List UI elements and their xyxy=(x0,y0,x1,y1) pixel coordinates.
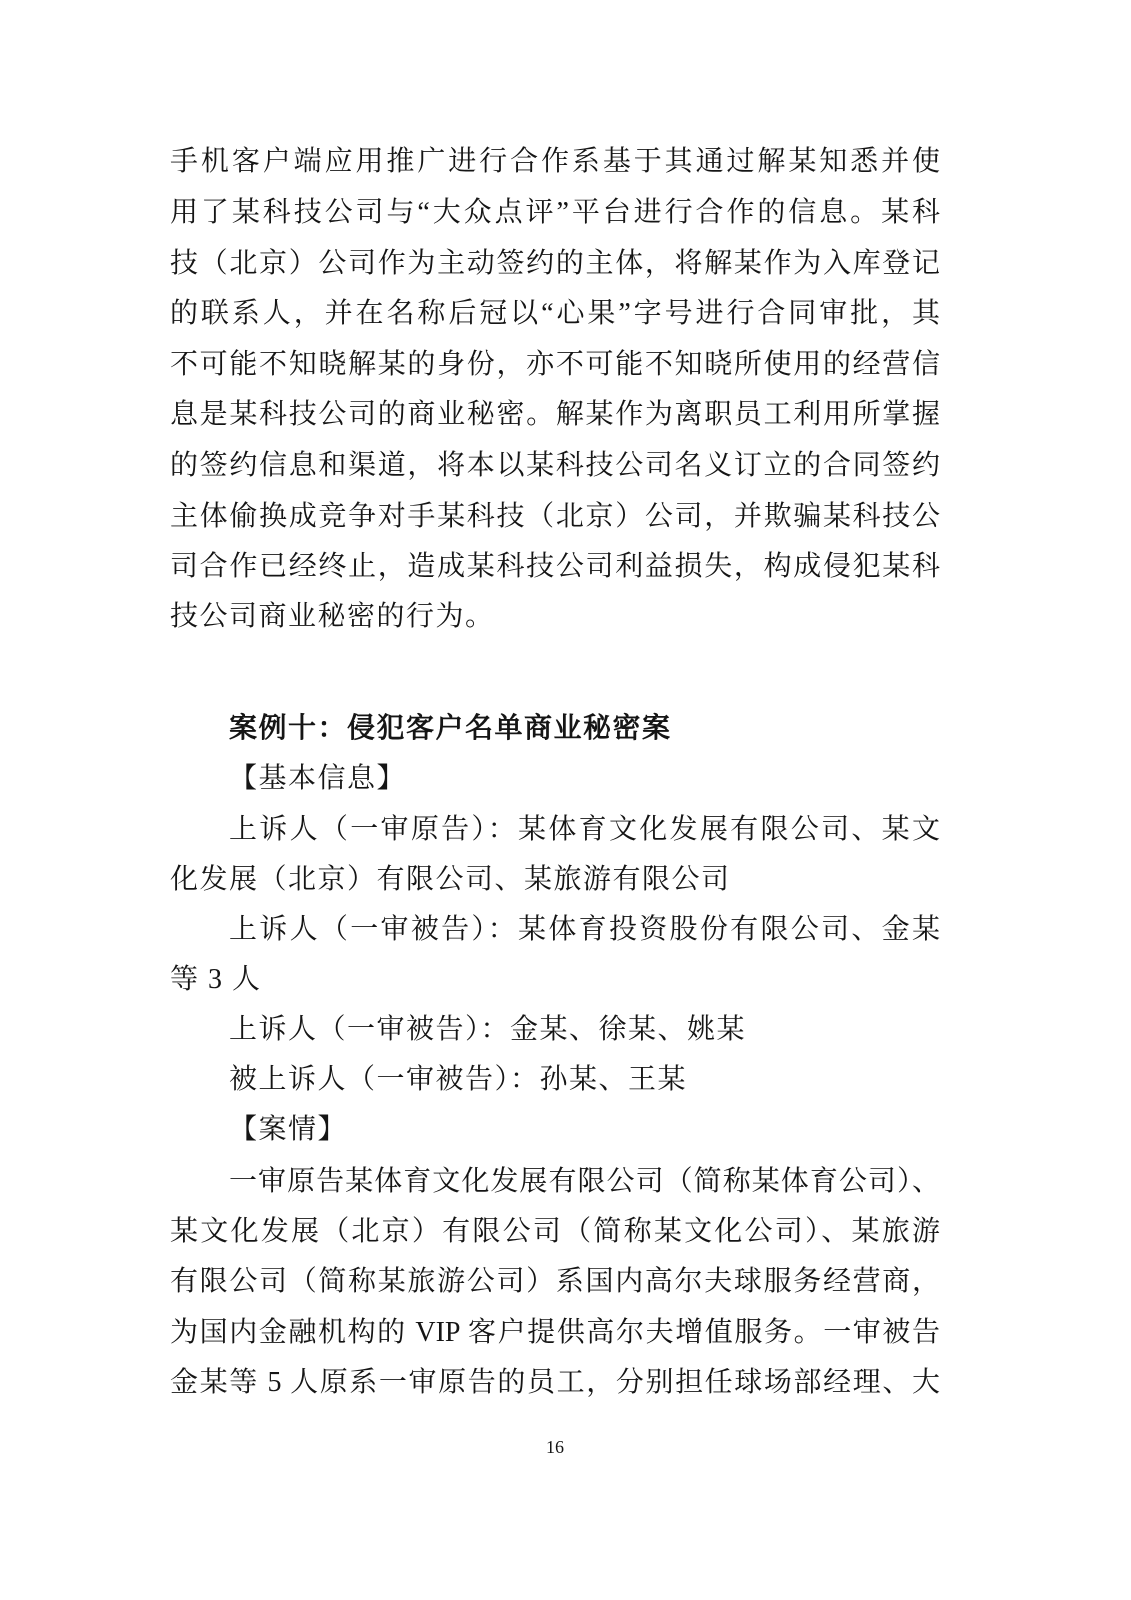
case-title: 案例十：侵犯客户名单商业秘密案 xyxy=(229,713,672,744)
paragraph-line: 技公司商业秘密的行为。 xyxy=(170,601,495,632)
facts-line: 某文化发展（北京）有限公司（简称某文化公司）、某旅游 xyxy=(170,1216,940,1247)
party-line: 上诉人（一审被告）：某体育投资股份有限公司、金某 xyxy=(229,914,940,945)
paragraph-line: 用了某科技公司与“大众点评”平台进行合作的信息。某科 xyxy=(170,197,940,228)
paragraph-line: 司合作已经终止，造成某科技公司利益损失，构成侵犯某科 xyxy=(170,551,940,582)
facts-line: 为国内金融机构的 VIP 客户提供高尔夫增值服务。一审被告 xyxy=(170,1317,940,1348)
page-number: 16 xyxy=(546,1437,564,1457)
facts-line: 一审原告某体育文化发展有限公司（简称某体育公司）、 xyxy=(229,1166,940,1197)
paragraph-line: 主体偷换成竞争对手某科技（北京）公司，并欺骗某科技公 xyxy=(170,501,940,532)
paragraph-line: 不可能不知晓解某的身份，亦不可能不知晓所使用的经营信 xyxy=(170,349,940,380)
section-heading-case-facts: 【案情】 xyxy=(229,1114,348,1145)
party-line: 上诉人（一审原告）：某体育文化发展有限公司、某文 xyxy=(229,814,940,845)
party-line: 等 3 人 xyxy=(170,964,262,995)
facts-line: 有限公司（简称某旅游公司）系国内高尔夫球服务经营商， xyxy=(170,1266,940,1297)
paragraph-line: 技（北京）公司作为主动签约的主体，将解某作为入库登记 xyxy=(170,248,940,279)
section-heading-basic-info: 【基本信息】 xyxy=(229,763,407,794)
paragraph-line: 的签约信息和渠道，将本以某科技公司名义订立的合同签约 xyxy=(170,450,940,481)
facts-line: 金某等 5 人原系一审原告的员工，分别担任球场部经理、大 xyxy=(170,1367,940,1398)
paragraph-line: 息是某科技公司的商业秘密。解某作为离职员工利用所掌握 xyxy=(170,399,940,430)
paragraph-line: 的联系人，并在名称后冠以“心果”字号进行合同审批，其 xyxy=(170,298,940,329)
party-line: 上诉人（一审被告）：金某、徐某、姚某 xyxy=(229,1014,747,1045)
party-line: 被上诉人（一审被告）：孙某、王某 xyxy=(229,1064,688,1095)
party-line: 化发展（北京）有限公司、某旅游有限公司 xyxy=(170,864,731,895)
paragraph-line: 手机客户端应用推广进行合作系基于其通过解某知悉并使 xyxy=(170,146,940,177)
